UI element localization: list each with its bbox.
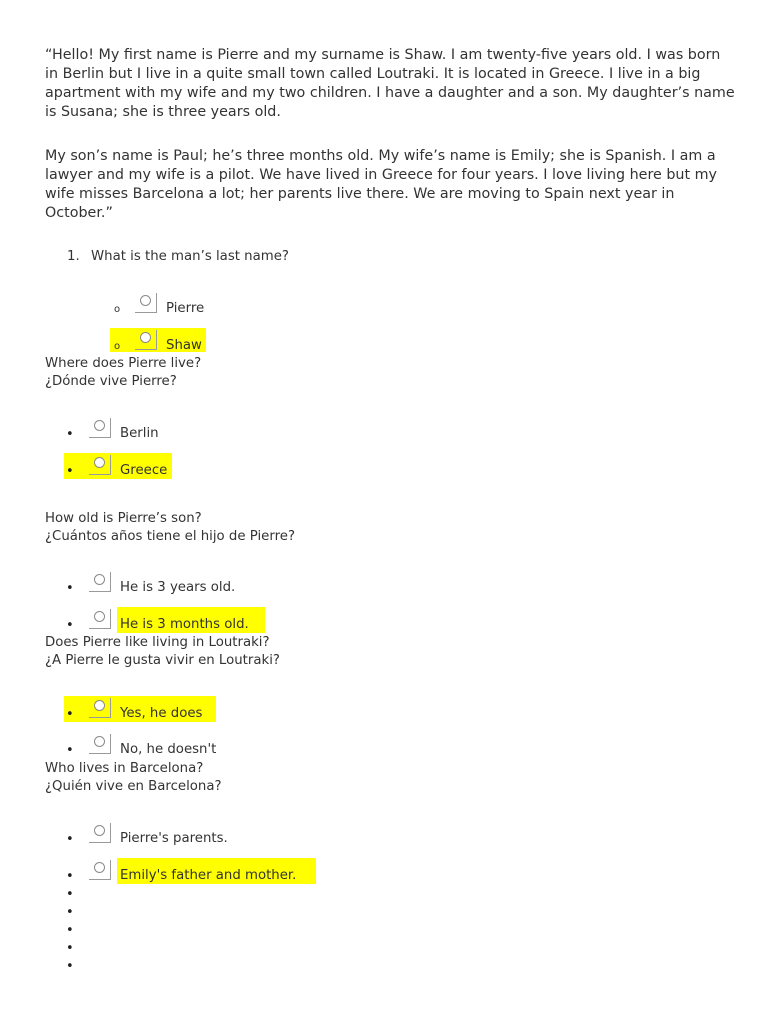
radio-icon[interactable]: [94, 457, 105, 468]
radio-option-berlin[interactable]: [89, 418, 111, 438]
question-4-text-es: ¿A Pierre le gusta vivir en Loutraki?: [45, 653, 280, 668]
radio-option-pierres-parents[interactable]: [89, 823, 111, 843]
option-label: He is 3 months old.: [120, 617, 249, 632]
radio-option-no[interactable]: [89, 734, 111, 754]
option-label: No, he doesn't: [120, 742, 217, 757]
list-bullet: •: [66, 959, 74, 974]
radio-icon[interactable]: [94, 736, 105, 747]
radio-option-3-months[interactable]: [89, 609, 111, 629]
question-1-number: 1.: [67, 249, 80, 264]
list-bullet: •: [66, 887, 74, 902]
list-bullet: •: [66, 941, 74, 956]
option-label: Pierre: [166, 301, 205, 316]
radio-option-greece[interactable]: [89, 455, 111, 475]
radio-option-3-years[interactable]: [89, 572, 111, 592]
radio-option-pierre[interactable]: [135, 293, 157, 313]
passage-paragraph-1: “Hello! My first name is Pierre and my surname is Shaw. I am twenty-five years old. I was born in Berlin but I live in a quite small town called Loutraki. It is located in Greece. I live in a big apartment with my wife and my two children. I have a daughter and a son. My daughter’s name is Susana; she is three years old.: [45, 47, 735, 120]
list-bullet: •: [66, 581, 74, 596]
radio-option-yes[interactable]: [89, 698, 111, 718]
question-3-text-es: ¿Cuántos años tiene el hijo de Pierre?: [45, 529, 296, 544]
question-5-text-es: ¿Quién vive en Barcelona?: [45, 779, 222, 794]
list-bullet: •: [66, 464, 74, 479]
option-label: Emily's father and mother.: [120, 868, 297, 883]
option-label: Pierre's parents.: [120, 831, 228, 846]
radio-option-emilys-parents[interactable]: [89, 860, 111, 880]
option-label: Greece: [120, 463, 168, 478]
radio-icon[interactable]: [94, 574, 105, 585]
radio-icon[interactable]: [140, 332, 151, 343]
question-4-text-en: Does Pierre like living in Loutraki?: [45, 635, 270, 650]
radio-option-shaw[interactable]: [135, 330, 157, 350]
radio-icon[interactable]: [94, 700, 105, 711]
passage-paragraph-2: My son’s name is Paul; he’s three months old. My wife’s name is Emily; she is Spanish. I am a lawyer and my wife is a pilot. We have lived in Greece for four years. I love living here but my wife misses Barcelona a lot; her parents live there. We are moving to Spain next year in October.”: [45, 148, 718, 221]
list-bullet: •: [66, 743, 74, 758]
list-bullet: •: [66, 707, 74, 722]
question-2-text-en: Where does Pierre live?: [45, 356, 202, 371]
list-bullet: •: [66, 427, 74, 442]
list-bullet: o: [114, 341, 121, 352]
option-label: Berlin: [120, 426, 159, 441]
list-bullet: •: [66, 869, 74, 884]
radio-icon[interactable]: [94, 862, 105, 873]
list-bullet: •: [66, 923, 74, 938]
radio-icon[interactable]: [140, 295, 151, 306]
option-label: Shaw: [166, 338, 202, 353]
question-1-text: What is the man’s last name?: [91, 249, 289, 264]
option-label: Yes, he does: [120, 706, 203, 721]
question-2-text-es: ¿Dónde vive Pierre?: [45, 374, 177, 389]
option-label: He is 3 years old.: [120, 580, 236, 595]
question-3-text-en: How old is Pierre’s son?: [45, 511, 202, 526]
list-bullet: •: [66, 618, 74, 633]
radio-icon[interactable]: [94, 825, 105, 836]
list-bullet: o: [114, 304, 121, 315]
radio-icon[interactable]: [94, 611, 105, 622]
list-bullet: •: [66, 905, 74, 920]
radio-icon[interactable]: [94, 420, 105, 431]
list-bullet: •: [66, 832, 74, 847]
question-5-text-en: Who lives in Barcelona?: [45, 761, 204, 776]
